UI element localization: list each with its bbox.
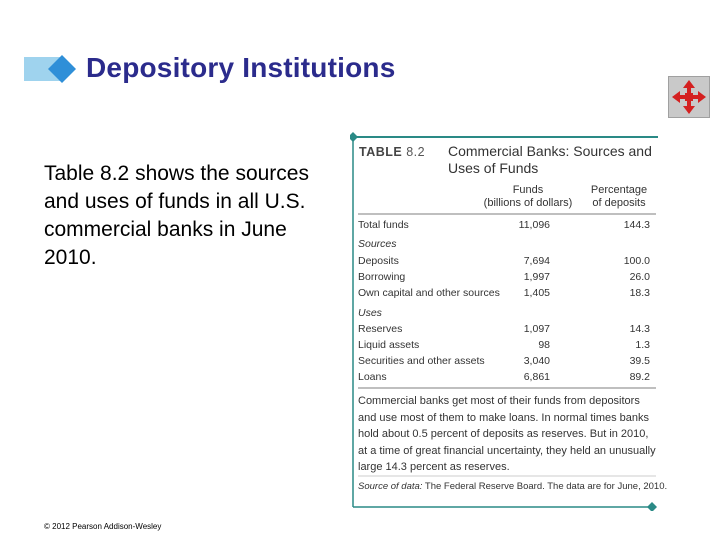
copyright-notice: © 2012 Pearson Addison-Wesley	[44, 522, 162, 531]
title-decoration	[24, 54, 76, 84]
row-funds: 1,097	[523, 323, 550, 335]
funds-header-line2: (billions of dollars)	[483, 197, 573, 209]
row-percentage: 1.3	[635, 339, 650, 351]
row-label: Borrowing	[358, 271, 406, 283]
table-row	[358, 337, 654, 353]
funds-header-line1: Funds	[512, 184, 544, 196]
navigation-button[interactable]	[668, 76, 710, 118]
table-row	[358, 353, 654, 369]
row-funds: 3,040	[523, 355, 550, 367]
row-label: Loans	[358, 371, 387, 383]
row-label: Liquid assets	[358, 339, 420, 351]
table-figure	[350, 131, 668, 511]
row-percentage: 89.2	[629, 371, 650, 383]
row-percentage: 14.3	[629, 323, 650, 335]
body-text: Table 8.2 shows the sources and uses of funds in all U.S. commercial banks in June 2010.	[44, 162, 309, 269]
pct-header-line2: of deposits	[592, 197, 646, 209]
table-row	[358, 321, 654, 337]
row-label: Deposits	[358, 255, 399, 267]
move-arrows-icon	[669, 77, 709, 117]
row-funds: 7,694	[523, 255, 550, 267]
source-text: The Federal Reserve Board. The data are for June, 2010.	[424, 481, 668, 492]
row-percentage: 39.5	[629, 355, 650, 367]
row-funds: 6,861	[523, 371, 550, 383]
column-header-percentage	[578, 184, 660, 210]
row-percentage: 26.0	[629, 271, 650, 283]
source-label: Source of data:	[358, 481, 423, 492]
row-funds: 1,405	[523, 287, 550, 299]
row-funds: 1,997	[523, 271, 550, 283]
row-percentage: 18.3	[629, 287, 650, 299]
table-source	[358, 481, 668, 493]
row-label: Reserves	[358, 323, 403, 335]
table-row	[358, 269, 654, 285]
table-number: 8.2	[406, 145, 426, 159]
slide-title: Depository Institutions	[86, 52, 396, 83]
section-header-sources	[358, 236, 654, 252]
table-row	[358, 253, 654, 269]
row-label: Total funds	[358, 219, 409, 231]
row-funds: 98	[538, 339, 550, 351]
section-label: Sources	[358, 238, 397, 250]
row-percentage: 144.3	[623, 219, 650, 231]
table-label-word: TABLE	[359, 145, 403, 159]
section-label: Uses	[358, 307, 382, 319]
table-row	[358, 369, 654, 385]
row-funds: 11,096	[518, 219, 550, 231]
pct-header-line1: Percentage	[590, 184, 648, 196]
row-label: Securities and other assets	[358, 355, 485, 367]
table-label	[359, 145, 425, 159]
table-row-total	[358, 217, 654, 233]
table-row	[358, 285, 654, 301]
column-header-funds	[482, 184, 574, 210]
table-note: Commercial banks get most of their funds from depositors and use most of them to make loans. In normal times banks hold about 0.5 percent of deposits as reserves. But in 2010, at a time of great financial uncertainty, they held an unusually large 14.3 percent as reserves.	[358, 395, 656, 473]
row-percentage: 100.0	[623, 255, 650, 267]
section-header-uses	[358, 305, 654, 321]
row-label: Own capital and other sources	[358, 287, 500, 299]
table-title: Commercial Banks: Sources and Uses of Funds	[448, 143, 652, 176]
